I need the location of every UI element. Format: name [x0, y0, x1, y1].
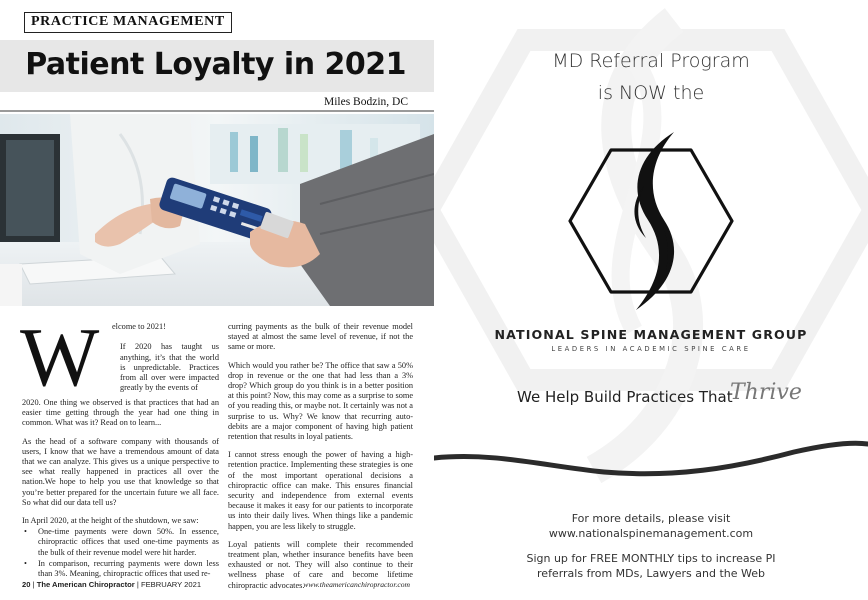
title-band: [0, 40, 434, 92]
footer-url: www.theamericanchiropractor.com: [303, 580, 410, 589]
page-footer: 20 | The American Chiropractor | FEBRUARY 2021: [22, 580, 202, 589]
bullet-item: • In comparison, recurring payments were down less than 3%. Meaning, chiropractic offices that used re-: [22, 559, 219, 579]
publication-name: The American Chiropractor: [36, 580, 135, 589]
dropcap: W: [20, 311, 100, 404]
paragraph-1-continued: 2020. One thing we observed is that practices that had an easier time getting through the year had one thing in common. What was it? Read on to learn...: [22, 398, 219, 428]
section-label: PRACTICE MANAGEMENT: [24, 12, 232, 33]
brand-name: NATIONAL SPINE MANAGEMENT GROUP: [494, 327, 808, 342]
slogan-script-word: Thrive: [730, 380, 802, 405]
bullet-list: [22, 527, 219, 579]
article-column-1: [20, 311, 219, 580]
ad-info-line-1: For more details, please visit: [571, 512, 731, 525]
intro-first-line: elcome to 2021!: [112, 322, 166, 331]
column-2-paragraph-3: I cannot stress enough the power of having a high-retention practice. Implementing these strategies is one of the most important operational decisions a chiropractic office can make. This ensures financial security and independence from external events because it makes it easy for our patients to incorporate us into their daily lives. When things like a pandemic happen, you are less likely to struggle.: [228, 450, 413, 531]
paragraph-2: As the head of a software company with thousands of users, I know that we have a tremendous amount of data that we can analyze. This gives us a unique perspective to see what really happened in practices all over the nation.We hope to help you use that knowledge so that you’re better prepared for the uncertain future we all face. So what did our data tell us?: [22, 436, 219, 507]
ad-info-line-3: Sign up for FREE MONTHLY tips to increase PI: [526, 552, 776, 565]
payment-terminal-photo: [0, 114, 434, 306]
spine-s-logo: [566, 128, 736, 314]
column-2-paragraph-4: Loyal patients will complete their recommended treatment plan, whether insurance benefits have been exhausted or not. They will also continue to their wellness phase of care and become lifetime chiropractic advocates.: [228, 539, 413, 590]
byline-divider: [0, 110, 434, 112]
ad-website-link[interactable]: www.nationalspinemanagement.com: [548, 527, 754, 540]
ad-headline-line-1: MD Referral Program: [552, 50, 750, 72]
brand-tagline: LEADERS IN ACADEMIC SPINE CARE: [551, 345, 751, 353]
article-title: Patient Loyalty in 2021: [25, 47, 406, 82]
advertisement-page: [434, 0, 868, 600]
page-number: 20: [22, 580, 31, 589]
ad-slogan: We Help Build Practices That: [517, 388, 733, 406]
wave-divider: [434, 430, 868, 490]
bullet-item: • One-time payments were down 50%. In essence, chiropractic offices that used one-time payments as the bulk of their revenue model were hit harder.: [22, 527, 219, 558]
column-2-paragraph-2: Which would you rather be? The office that saw a 50% drop in revenue or the one that had less than a 3% drop? Which group do you think is in a better position at this point? Now, this may come as a surprise to some of you reading this, or maybe not. It certainly was not a surprise to us. Why? We know that recurring auto-debits are a major component of having high patient retention that results in loyal patients.: [228, 360, 413, 442]
article-column-2: [228, 322, 413, 599]
ad-headline-line-2: is NOW the: [597, 82, 705, 104]
column-2-paragraph-1: curring payments as the bulk of their revenue model stayed at almost the same level of revenue, if not the same or more.: [228, 322, 413, 352]
ad-info-line-4: referrals from MDs, Lawyers and the Web: [537, 567, 765, 580]
paragraph-3: In April 2020, at the height of the shutdown, we saw:: [22, 516, 199, 526]
article-byline: Miles Bodzin, DC: [323, 96, 408, 108]
intro-paragraph: If 2020 has taught us anything, it’s that the world is unpredictable. Practices from all over were impacted greatly by the events of: [120, 342, 219, 393]
issue-date: FEBRUARY 2021: [140, 580, 202, 589]
article-intro: [20, 311, 219, 404]
